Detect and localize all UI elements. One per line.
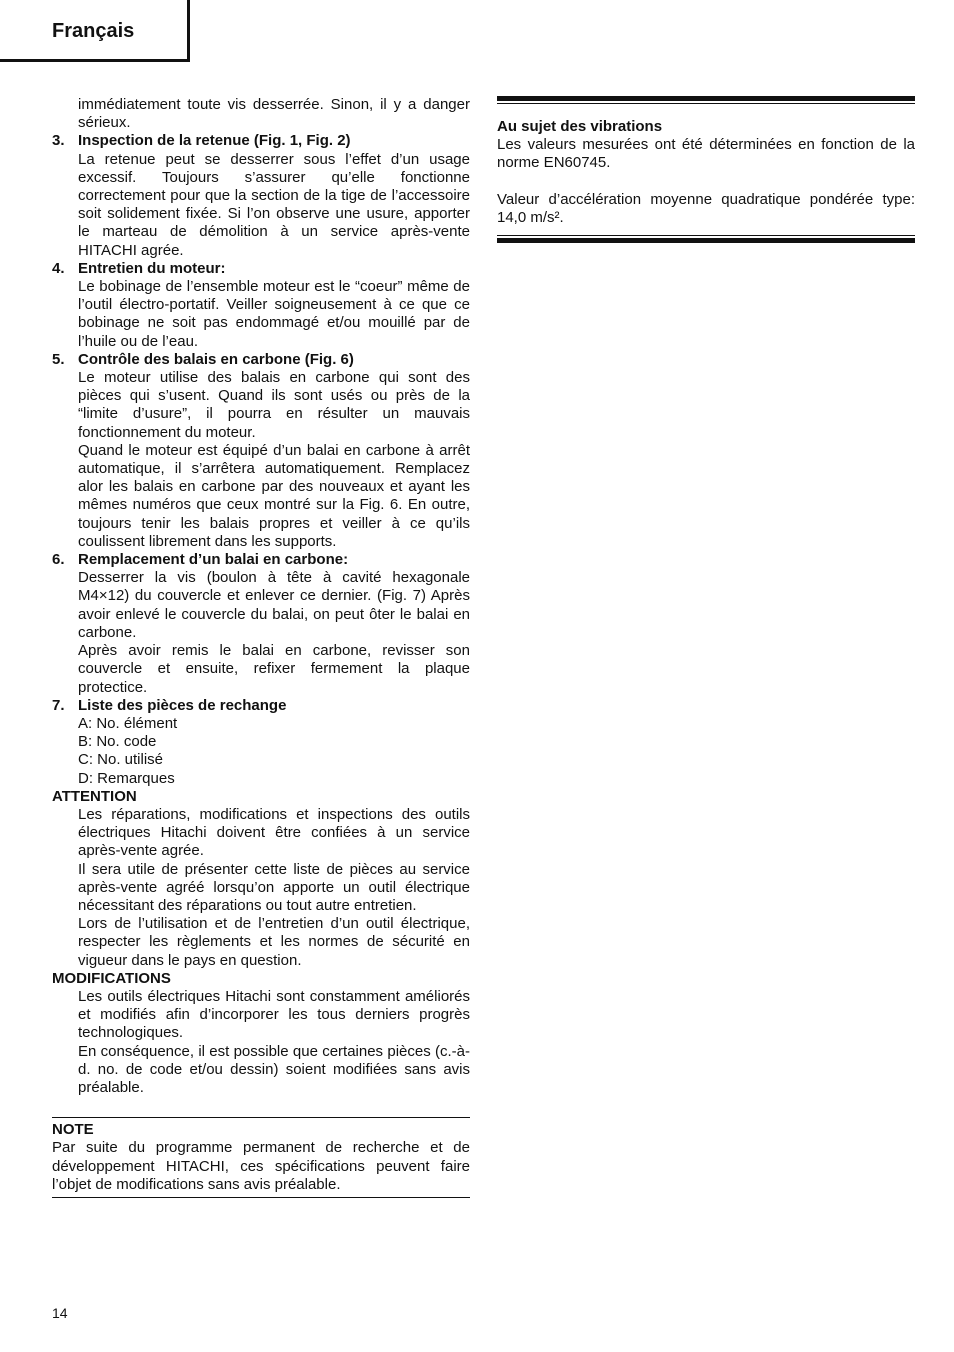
item-number: 6.	[52, 551, 65, 569]
section-paragraph: Les réparations, modifications et inspections des outils électriques Hitachi doivent être confiées à un service après-vente agrée.	[78, 805, 470, 860]
vibration-text: Les valeurs mesurées ont été déterminées en fonction de la norme EN60745.	[497, 136, 915, 172]
item-title: Entretien du moteur:	[78, 259, 226, 277]
list-item: B: No. code	[78, 733, 157, 751]
section-paragraph: Les outils électriques Hitachi sont constamment améliorés et modifiés afin d’incorporer les tous derniers progrès technologiques.	[78, 987, 470, 1042]
note-title: NOTE	[52, 1121, 94, 1139]
section-paragraph: En conséquence, il est possible que certaines pièces (c.-à-d. no. de code et/ou dessin) soient modifiées sans avis préalable.	[78, 1042, 470, 1096]
top-rule	[497, 96, 915, 101]
item-title: Inspection de la retenue (Fig. 1, Fig. 2)	[78, 132, 351, 150]
bottom-rule-thin	[497, 235, 915, 236]
item-number: 7.	[52, 696, 65, 714]
item-number: 3.	[52, 132, 65, 150]
parts-list	[52, 715, 470, 788]
item-number: 5.	[52, 350, 65, 368]
item-5	[52, 351, 470, 551]
vibration-value: Valeur d’accélération moyenne quadratique pondérée type: 14,0 m/s².	[497, 190, 915, 226]
item-7	[52, 697, 470, 788]
item-heading	[52, 351, 470, 369]
item-paragraph: Desserrer la vis (boulon à tête à cavité hexagonale M4×12) du couvercle et enlever ce dernier. (Fig. 7) Après avoir enlevé le couvercle du balai, on peut ôter le balai en carbone.	[78, 569, 470, 641]
item-paragraph: Quand le moteur est équipé d’un balai en carbone à arrêt automatique, il s’arrêtera automatiquement. Remplacez alor les balais en carbone par des nouveaux et ayant les mêmes numéros que ceux montré sur la Fig. 6. En outre, toujours tenir les balais propres et veiller à ce qu’ils coulissent librement dans les supports.	[78, 441, 470, 550]
vibration-title: Au sujet des vibrations	[497, 118, 663, 135]
item-paragraph: Le moteur utilise des balais en carbone qui sont des pièces qui s’usent. Quand ils sont usés ou près de la “limite d’usure”, il pourra en résulter un mauvais fonctionnement du moteur.	[78, 369, 470, 441]
modifications-section	[52, 970, 470, 1097]
item-heading	[52, 697, 470, 715]
item-heading	[52, 551, 470, 569]
attention-section	[52, 788, 470, 970]
item-paragraph: Après avoir remis le balai en carbone, revisser son couvercle et ensuite, refixer fermement la plaque protectice.	[78, 642, 470, 696]
section-paragraph: Il sera utile de présenter cette liste de pièces au service après-vente agréé lorsqu’on apporte un outil électrique nécessitant des réparations ou tout autre entretien.	[78, 860, 470, 914]
section-paragraph: Lors de l’utilisation et de l’entretien d’un outil électrique, respecter les règlements et les normes de sécurité en vigueur dans le pays en question.	[78, 915, 470, 969]
list-item: A: No. élément	[78, 714, 178, 732]
note-text: Par suite du programme permanent de recherche et de développement HITACHI, ces spécifications peuvent faire l’objet de modifications sans avis préalable.	[52, 1139, 470, 1193]
bottom-rule	[497, 238, 915, 243]
language-tab	[0, 0, 190, 62]
item-heading	[52, 260, 470, 278]
item-title: Contrôle des balais en carbone (Fig. 6)	[78, 350, 354, 368]
left-column	[52, 96, 470, 1198]
right-column	[497, 96, 915, 243]
section-title: MODIFICATIONS	[52, 969, 171, 987]
list-item: C: No. utilisé	[78, 751, 164, 769]
list-item: D: Remarques	[78, 769, 175, 787]
item-heading	[52, 132, 470, 150]
intro-paragraph: immédiatement toute vis desserrée. Sinon, il y a danger sérieux.	[78, 96, 470, 132]
page-number: 14	[52, 1305, 68, 1321]
item-6	[52, 551, 470, 697]
item-number: 4.	[52, 259, 65, 277]
language-label: Français	[52, 20, 135, 42]
item-paragraph: Le bobinage de l’ensemble moteur est le “coeur” même de l’outil électro-portatif. Veiller soigneusement à ce que ce bobinage ne soit pas endommagé et/ou mouillé par de l’huile ou de l’eau.	[78, 278, 470, 350]
vibration-section	[497, 104, 915, 233]
item-title: Liste des pièces de rechange	[78, 696, 287, 714]
section-title: ATTENTION	[52, 787, 137, 805]
item-title: Remplacement d’un balai en carbone:	[78, 551, 349, 569]
note-box	[52, 1117, 470, 1198]
item-3	[52, 132, 470, 259]
item-4	[52, 260, 470, 351]
item-paragraph: La retenue peut se desserrer sous l’effet d’un usage excessif. Toujours s’assurer qu’elle fonctionne correctement pour que la section de la tige de l’accessoire soit solidement fixée. Si l’on observe une usure, apporter le marteau de démolition à un service après-vente HITACHI agrée.	[78, 150, 470, 259]
